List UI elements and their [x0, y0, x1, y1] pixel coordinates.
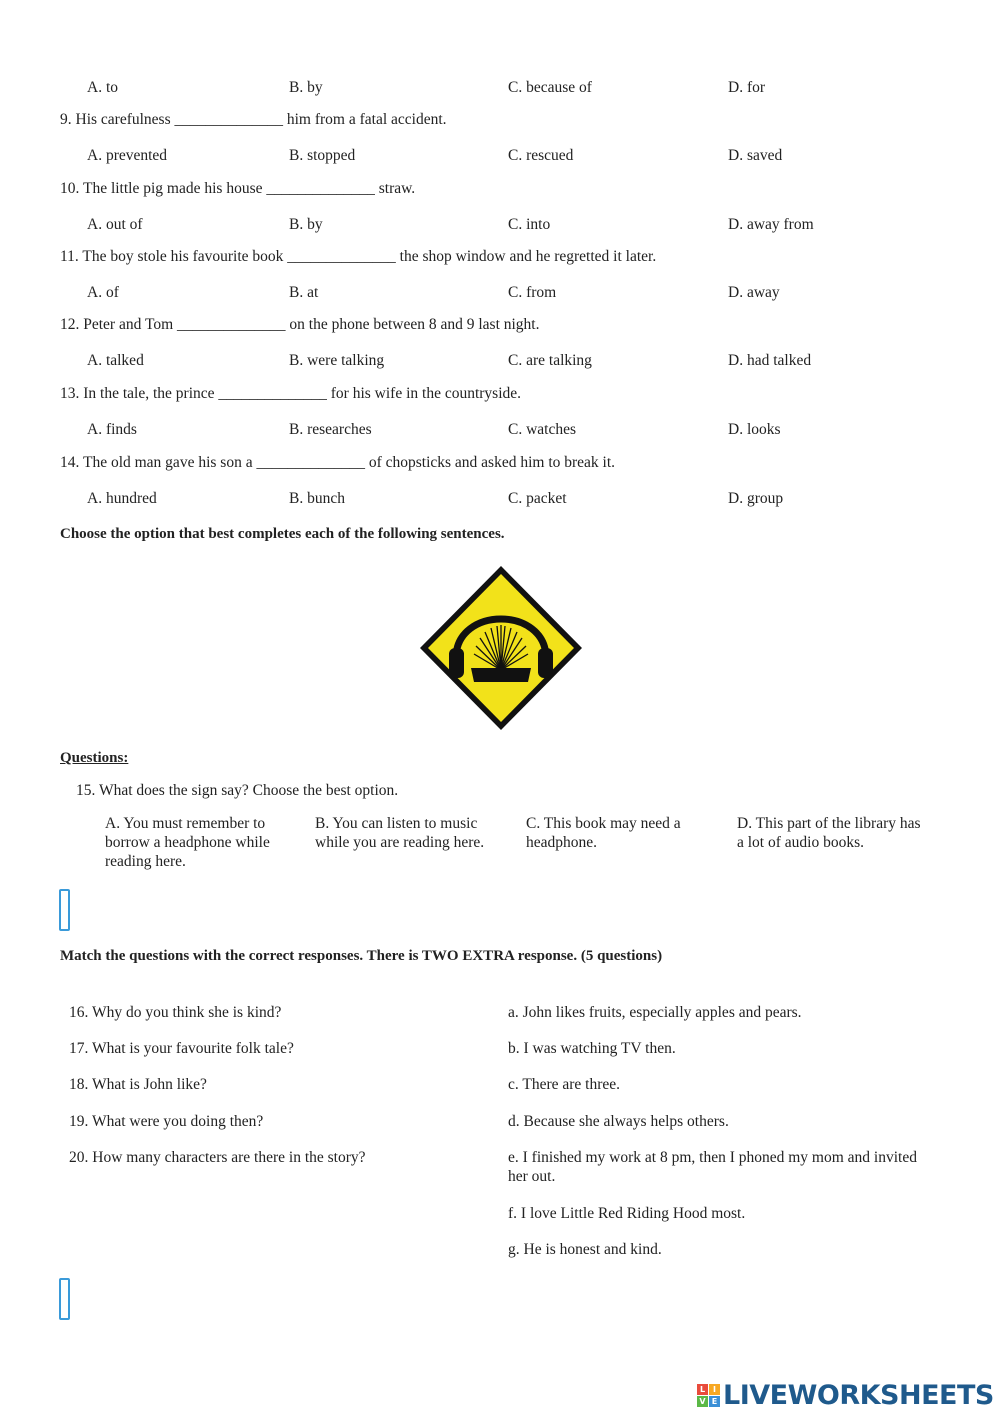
match-response: a. John likes fruits, especially apples and pears. [508, 1004, 802, 1021]
q9-option-a: A. prevented [87, 147, 168, 164]
q9-option-c: C. rescued [508, 147, 574, 164]
q10-question: 10. The little pig made his house ______________ straw. [60, 180, 416, 197]
q12-option-d: D. had talked [728, 352, 812, 369]
q12-option-a: A. talked [87, 352, 144, 369]
q11-question: 11. The boy stole his favourite book ______________ the shop window and he regretted it later. [60, 248, 657, 265]
q13-option-b: B. researches [289, 421, 372, 438]
q12-option-b: B. were talking [289, 352, 385, 369]
q9-option-b: B. stopped [289, 147, 356, 164]
match-response: g. He is honest and kind. [508, 1241, 662, 1258]
q11-option-c: C. from [508, 284, 557, 301]
logo-letter: V [697, 1396, 708, 1407]
q9-question: 9. His carefulness ______________ him from a fatal accident. [60, 111, 447, 128]
q10-option-a: A. out of [87, 216, 143, 233]
q8-option-d: D. for [728, 79, 766, 96]
q14-question: 14. The old man gave his son a ______________ of chopsticks and asked him to break it. [60, 454, 616, 471]
q9-option-d: D. saved [728, 147, 783, 164]
match-question: 19. What were you doing then? [69, 1113, 264, 1130]
headphone-book-sign-icon [416, 562, 586, 734]
questions-heading: Questions: [60, 750, 129, 766]
match-response: e. I finished my work at 8 pm, then I phoned my mom and invited her out. [508, 1149, 917, 1185]
q15-option-a: A. You must remember to borrow a headphone while reading here. [105, 815, 270, 870]
match-question: 17. What is your favourite folk tale? [69, 1040, 294, 1057]
q14-option-c: C. packet [508, 490, 567, 507]
q11-option-b: B. at [289, 284, 319, 301]
logo-letter: E [709, 1396, 720, 1407]
logo-letter: I [709, 1384, 720, 1395]
match-instruction: Match the questions with the correct responses. There is TWO EXTRA response. (5 questions) [60, 948, 663, 964]
q8-option-b: B. by [289, 79, 323, 96]
q13-question: 13. In the tale, the prince ______________ for his wife in the countryside. [60, 385, 522, 402]
section-instruction: Choose the option that best completes each of the following sentences. [60, 526, 505, 542]
q10-option-c: C. into [508, 216, 551, 233]
match-response: f. I love Little Red Riding Hood most. [508, 1205, 746, 1222]
q13-option-c: C. watches [508, 421, 577, 438]
q10-option-b: B. by [289, 216, 323, 233]
logo-text: LIVEWORKSHEETS [723, 1379, 994, 1411]
q15-option-b: B. You can listen to music while you are reading here. [315, 815, 485, 851]
q15-question: 15. What does the sign say? Choose the best option. [76, 782, 399, 799]
q11-option-d: D. away [728, 284, 780, 301]
q14-option-b: B. bunch [289, 490, 345, 507]
logo-letter: L [697, 1384, 708, 1395]
q8-option-c: C. because of [508, 79, 592, 96]
q15-option-d: D. This part of the library has a lot of audio books. [737, 815, 921, 851]
q10-option-d: D. away from [728, 216, 814, 233]
answer-input[interactable] [59, 889, 70, 931]
match-question: 18. What is John like? [69, 1076, 207, 1093]
answer-input[interactable] [59, 1278, 70, 1320]
q11-option-a: A. of [87, 284, 119, 301]
logo-grid-icon [697, 1384, 720, 1407]
q12-option-c: C. are talking [508, 352, 592, 369]
match-question: 16. Why do you think she is kind? [69, 1004, 282, 1021]
match-response: d. Because she always helps others. [508, 1113, 729, 1130]
q15-option-c: C. This book may need a headphone. [526, 815, 681, 851]
q14-option-a: A. hundred [87, 490, 157, 507]
match-response: b. I was watching TV then. [508, 1040, 676, 1057]
q14-option-d: D. group [728, 490, 784, 507]
q13-option-d: D. looks [728, 421, 781, 438]
q13-option-a: A. finds [87, 421, 137, 438]
liveworksheets-logo [697, 1378, 994, 1412]
q12-question: 12. Peter and Tom ______________ on the phone between 8 and 9 last night. [60, 316, 540, 333]
match-question: 20. How many characters are there in the story? [69, 1149, 366, 1166]
match-response: c. There are three. [508, 1076, 621, 1093]
q8-option-a: A. to [87, 79, 118, 96]
